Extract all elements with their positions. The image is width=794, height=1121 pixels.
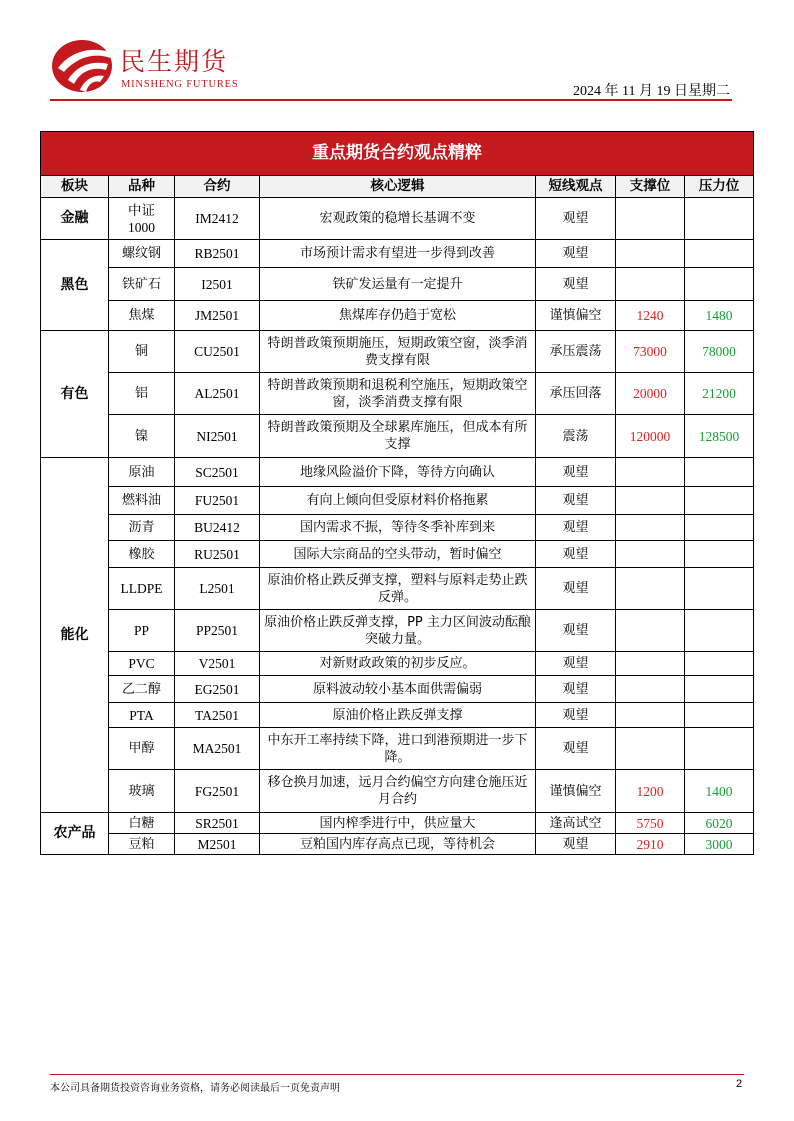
table-row [41,198,754,240]
logic-cell: 国内需求不振，等待冬季补库到来 [260,515,536,541]
resistance-cell: 6020 [685,813,754,834]
logic-cell: 焦煤库存仍趋于宽松 [260,301,536,331]
contract-cell: M2501 [175,834,260,855]
support-cell [616,541,685,568]
support-cell [616,728,685,770]
logic-cell: 特朗普政策预期和退税利空施压，短期政策空窗，淡季消费支撑有限 [260,373,536,415]
sector-cell: 能化 [41,458,109,813]
page-number: 2 [736,1078,743,1090]
table-row [41,331,754,373]
resistance-cell [685,198,754,240]
view-cell: 逢高试空 [536,813,616,834]
col-header-product: 品种 [109,176,175,198]
product-cell: 乙二醇 [109,676,175,703]
view-cell: 观望 [536,676,616,703]
brand-name-cn: 民生期货 [120,47,229,76]
resistance-cell: 1480 [685,301,754,331]
resistance-cell: 1400 [685,770,754,813]
col-header-resistance: 压力位 [685,176,754,198]
view-cell: 谨慎偏空 [536,770,616,813]
contract-cell: BU2412 [175,515,260,541]
product-cell: PP [109,610,175,652]
contract-cell: L2501 [175,568,260,610]
resistance-cell [685,652,754,676]
logic-cell: 对新财政政策的初步反应。 [260,652,536,676]
product-cell: 玻璃 [109,770,175,813]
logic-cell: 原油价格止跌反弹支撑 [260,703,536,728]
table-row [41,703,754,728]
logic-cell: 移仓换月加速，远月合约偏空方向建仓施压近月合约 [260,770,536,813]
table-row [41,268,754,301]
support-cell: 120000 [616,415,685,458]
support-cell [616,515,685,541]
resistance-cell: 78000 [685,331,754,373]
contract-cell: AL2501 [175,373,260,415]
view-cell: 观望 [536,268,616,301]
product-cell: 螺纹钢 [109,240,175,268]
table-row [41,610,754,652]
table-row [41,415,754,458]
product-cell: 燃料油 [109,487,175,515]
sector-cell: 有色 [41,331,109,458]
logic-cell: 中东开工率持续下降，进口到港预期进一步下降。 [260,728,536,770]
table-row [41,834,754,855]
view-cell: 谨慎偏空 [536,301,616,331]
product-cell: 原油 [109,458,175,487]
resistance-cell [685,487,754,515]
table-header-row [41,176,754,198]
logic-cell: 国际大宗商品的空头带动，暂时偏空 [260,541,536,568]
col-header-view: 短线观点 [536,176,616,198]
col-header-sector: 板块 [41,176,109,198]
contract-cell: FU2501 [175,487,260,515]
table-title: 重点期货合约观点精粹 [41,132,754,176]
product-cell: 镍 [109,415,175,458]
contract-cell: NI2501 [175,415,260,458]
support-cell [616,703,685,728]
table-row [41,728,754,770]
product-cell: 白糖 [109,813,175,834]
view-cell: 观望 [536,487,616,515]
contract-cell: SR2501 [175,813,260,834]
logic-cell: 原油价格止跌反弹支撑，PP 主力区间波动酝酿突破力量。 [260,610,536,652]
sector-cell: 农产品 [41,813,109,855]
support-cell: 2910 [616,834,685,855]
logic-cell: 市场预计需求有望进一步得到改善 [260,240,536,268]
logic-cell: 原油价格止跌反弹支撑，塑料与原料走势止跌反弹。 [260,568,536,610]
col-header-logic: 核心逻辑 [260,176,536,198]
brand-name-en: MINSHENG FUTURES [121,79,239,90]
view-cell: 观望 [536,610,616,652]
product-cell: 甲醇 [109,728,175,770]
product-cell: 焦煤 [109,301,175,331]
view-cell: 观望 [536,703,616,728]
product-cell: LLDPE [109,568,175,610]
contract-cell: PP2501 [175,610,260,652]
contract-cell: EG2501 [175,676,260,703]
support-cell [616,676,685,703]
support-cell [616,458,685,487]
contract-cell: IM2412 [175,198,260,240]
resistance-cell [685,676,754,703]
table-row [41,301,754,331]
resistance-cell: 21200 [685,373,754,415]
resistance-cell [685,458,754,487]
sector-cell: 金融 [41,198,109,240]
contract-cell: SC2501 [175,458,260,487]
contract-cell: JM2501 [175,301,260,331]
resistance-cell [685,703,754,728]
table-row [41,541,754,568]
view-cell: 震荡 [536,415,616,458]
product-cell: 铁矿石 [109,268,175,301]
product-cell: 中证1000 [109,198,175,240]
product-cell: PVC [109,652,175,676]
support-cell [616,198,685,240]
support-cell: 5750 [616,813,685,834]
resistance-cell [685,240,754,268]
footer-divider [50,1074,744,1075]
view-cell: 观望 [536,652,616,676]
table-row [41,676,754,703]
table-row [41,515,754,541]
table-row [41,568,754,610]
report-date: 2024 年 11 月 19 日星期二 [573,84,730,99]
contract-cell: RB2501 [175,240,260,268]
table-row [41,458,754,487]
product-cell: 橡胶 [109,541,175,568]
table-row [41,487,754,515]
support-cell: 73000 [616,331,685,373]
logic-cell: 地缘风险溢价下降，等待方向确认 [260,458,536,487]
resistance-cell [685,515,754,541]
contract-cell: MA2501 [175,728,260,770]
header-divider [50,99,732,101]
view-cell: 承压震荡 [536,331,616,373]
view-cell: 观望 [536,728,616,770]
view-cell: 观望 [536,240,616,268]
logic-cell: 国内榨季进行中，供应量大 [260,813,536,834]
view-cell: 观望 [536,834,616,855]
resistance-cell: 3000 [685,834,754,855]
product-cell: 铝 [109,373,175,415]
table-row [41,770,754,813]
contract-cell: CU2501 [175,331,260,373]
support-cell [616,487,685,515]
support-cell [616,268,685,301]
contract-cell: V2501 [175,652,260,676]
disclaimer-text: 本公司具备期货投资咨询业务资格，请务必阅读最后一页免责声明 [50,1083,340,1094]
logic-cell: 有向上倾向但受原材料价格拖累 [260,487,536,515]
support-cell: 1200 [616,770,685,813]
resistance-cell [685,568,754,610]
product-cell: 沥青 [109,515,175,541]
table-row [41,813,754,834]
contract-cell: I2501 [175,268,260,301]
table-row [41,240,754,268]
contract-cell: TA2501 [175,703,260,728]
logic-cell: 特朗普政策预期施压，短期政策空窗，淡季消费支撑有限 [260,331,536,373]
support-cell [616,610,685,652]
sector-cell: 黑色 [41,240,109,331]
view-cell: 观望 [536,458,616,487]
table-row [41,373,754,415]
resistance-cell [685,268,754,301]
view-cell: 承压回落 [536,373,616,415]
page-header [0,0,794,102]
resistance-cell [685,728,754,770]
contract-cell: FG2501 [175,770,260,813]
support-cell: 1240 [616,301,685,331]
logic-cell: 特朗普政策预期及全球累库施压，但成本有所支撑 [260,415,536,458]
col-header-contract: 合约 [175,176,260,198]
resistance-cell [685,541,754,568]
support-cell: 20000 [616,373,685,415]
view-cell: 观望 [536,198,616,240]
logic-cell: 原料波动较小基本面供需偏弱 [260,676,536,703]
product-cell: PTA [109,703,175,728]
logic-cell: 宏观政策的稳增长基调不变 [260,198,536,240]
support-cell [616,652,685,676]
product-cell: 铜 [109,331,175,373]
minsheng-logo-icon [50,38,114,94]
table-row [41,652,754,676]
view-cell: 观望 [536,515,616,541]
logic-cell: 豆粕国内库存高点已现，等待机会 [260,834,536,855]
table-title-row [41,132,754,176]
futures-view-table [40,131,754,855]
support-cell [616,568,685,610]
product-cell: 豆粕 [109,834,175,855]
col-header-support: 支撑位 [616,176,685,198]
support-cell [616,240,685,268]
view-cell: 观望 [536,568,616,610]
logic-cell: 铁矿发运量有一定提升 [260,268,536,301]
view-cell: 观望 [536,541,616,568]
contract-cell: RU2501 [175,541,260,568]
resistance-cell [685,610,754,652]
resistance-cell: 128500 [685,415,754,458]
